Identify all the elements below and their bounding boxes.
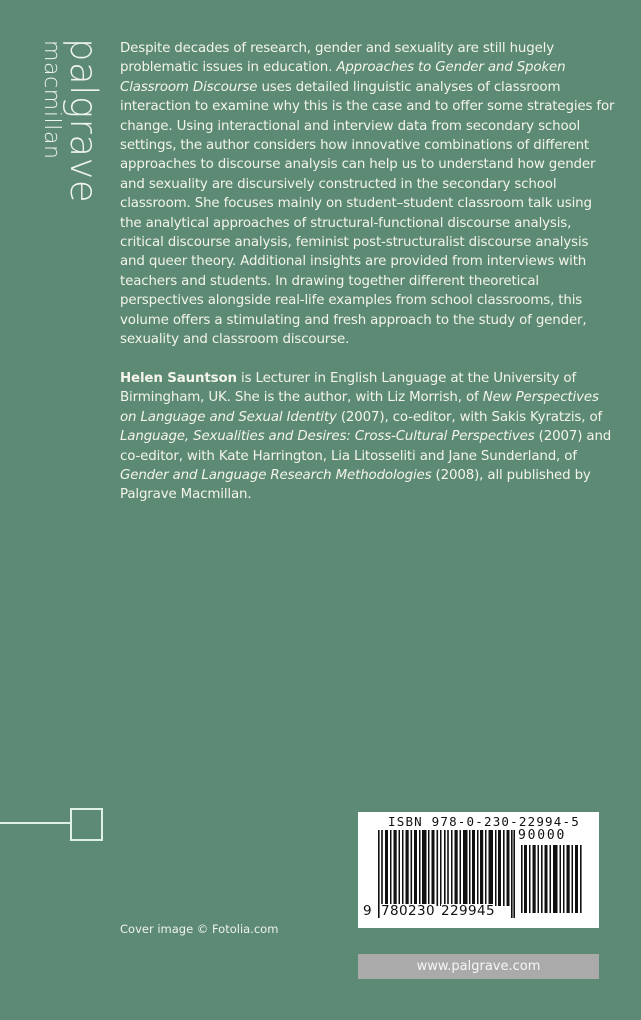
barcode-digit-lead: 9	[363, 903, 372, 919]
text-run: (2007) and co-editor, with Kate Harrington, Lia Litosseliti and Jane Sunderland, of	[120, 429, 612, 464]
decorative-square-icon	[70, 808, 103, 841]
price-addon-label: 90000	[518, 828, 567, 843]
barcode-addon-bars-icon	[521, 845, 583, 913]
barcode-digits-group2: 229945	[441, 903, 495, 919]
logo-palgrave-text: palgrave	[62, 38, 105, 204]
decorative-line	[0, 822, 71, 824]
text-run: (2008), all published by Palgrave Macmillan.	[120, 467, 591, 503]
text-run: is Lecturer in English Language at the University of Birmingham, UK. She is the author, with Liz Morrish, of	[120, 370, 577, 406]
back-cover-blurb	[120, 39, 615, 505]
book-title: Gender and Language Research Methodologies	[120, 467, 432, 483]
publisher-website-link[interactable]: www.palgrave.com	[358, 954, 599, 979]
text-run: (2007), co-editor, with Sakis Kyratzis, of	[336, 409, 603, 425]
isbn-label: ISBN 978-0-230-22994-5	[388, 814, 580, 829]
isbn-barcode	[358, 812, 599, 928]
book-description	[120, 39, 615, 350]
book-title: Language, Sexualities and Desires: Cross-Cultural Perspectives	[120, 429, 535, 445]
book-title: Approaches to Gender and Spoken Classroom Discourse	[120, 60, 566, 95]
author-bio	[120, 369, 615, 505]
barcode-digits-group1: 780230	[381, 903, 435, 919]
cover-image-credit: Cover image © Fotolia.com	[120, 922, 279, 936]
text-run: uses detailed linguistic analyses of classroom interaction to examine why this is the case and to offer some strategies for change. Using interactional and interview data from secondary school settings, the author considers how innovative combinations of different approaches to discourse analysis can help us to understand how gender and sexuality are discursively constructed in the secondary school classroom. She focuses mainly on student–student classroom talk using the analytical approaches of structural-functional discourse analysis, critical discourse analysis, feminist post-structuralist discourse analysis and queer theory. Additional insights are provided from interviews with teachers and students. In drawing together different theoretical perspectives alongside real-life examples from school classrooms, this volume offers a stimulating and fresh approach to the study of gender, sexuality and classroom discourse.	[120, 79, 615, 348]
text-run: Despite decades of research, gender and sexuality are still hugely problematic issues in education.	[120, 41, 555, 76]
book-title: New Perspectives on Language and Sexual Identity	[120, 390, 599, 425]
author-name: Helen Sauntson	[120, 370, 237, 386]
logo-macmillan-text: macmillan	[39, 40, 64, 160]
